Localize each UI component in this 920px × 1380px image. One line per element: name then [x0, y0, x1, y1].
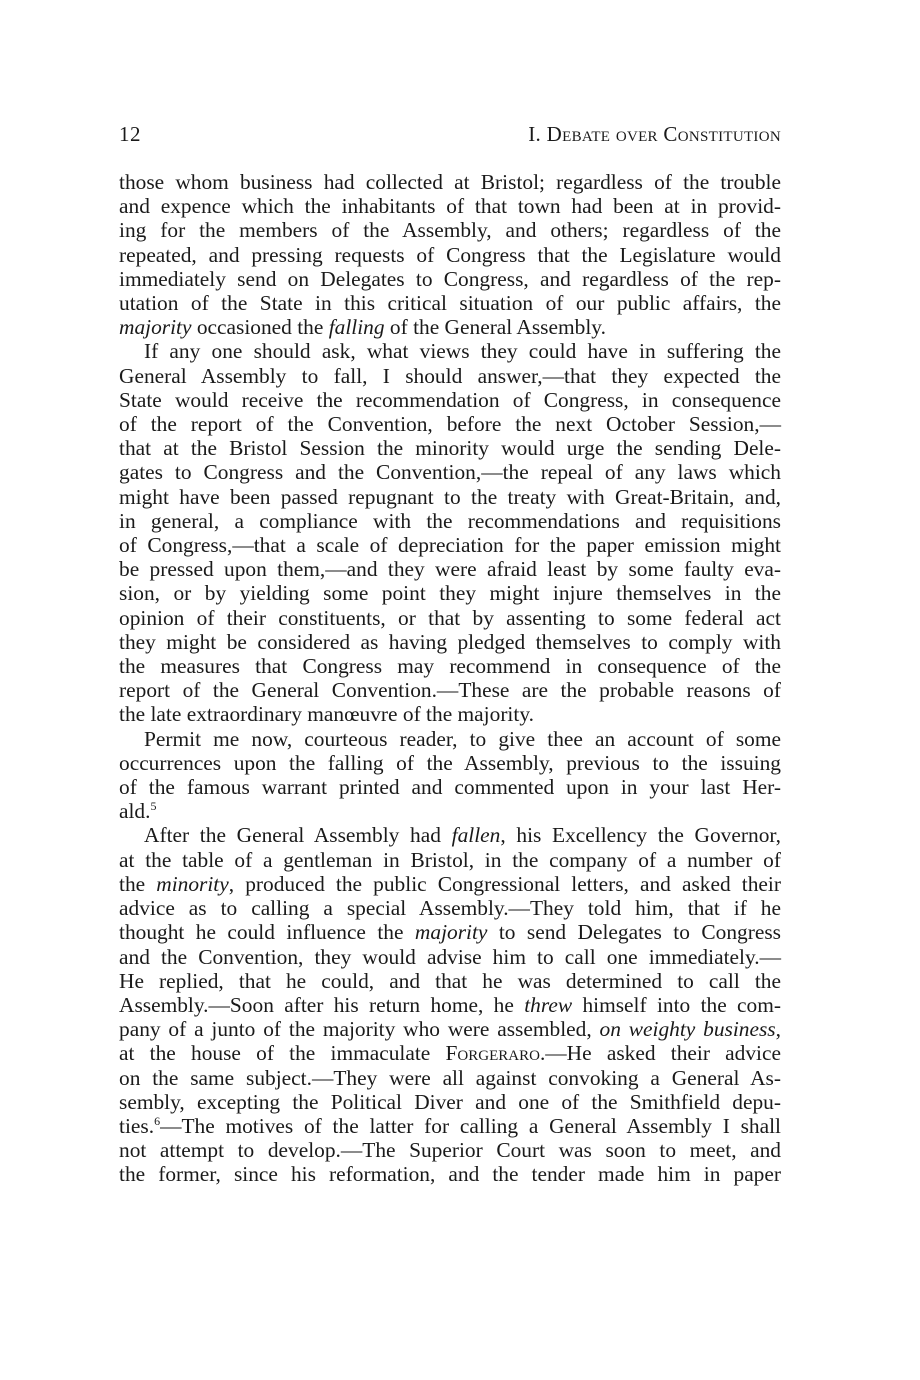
text-line	[119, 1041, 781, 1065]
text-run: pany of a junto of the majority who were assembled,	[119, 1017, 600, 1042]
text-run: Assembly.—Soon after his return home, he	[119, 992, 525, 1017]
footnote-ref: 5	[150, 799, 157, 814]
paragraph-3	[119, 727, 781, 824]
text-run: ties.	[119, 1113, 155, 1138]
text-line: that at the Bristol Session the minority would urge the sending Dele-	[119, 436, 781, 461]
text-line	[119, 1114, 781, 1138]
text-run: the	[119, 871, 157, 896]
text-line: of Congress,—that a scale of depreciation for the paper emission might	[119, 533, 781, 558]
italic-word: fallen	[451, 823, 501, 848]
text-line: Permit me now, courteous reader, to give thee an account of some	[144, 726, 781, 751]
text-line: occurrences upon the falling of the Assembly, previous to the issuing	[119, 750, 781, 775]
text-line: of the report of the Convention, before the next October Session,—	[119, 412, 781, 437]
text-line: sembly, excepting the Political Diver and one of the Smithfield depu-	[119, 1089, 781, 1114]
text-line: General Assembly to fall, I should answer,—that they expected the	[119, 363, 781, 388]
text-line	[119, 920, 781, 944]
text-line: and expence which the inhabitants of that town had been at in provid-	[119, 194, 781, 219]
text-line: the former, since his reformation, and the tender made him in paper	[119, 1162, 781, 1187]
small-caps-name: Forgeraro	[445, 1041, 540, 1066]
book-page	[119, 122, 781, 1187]
section-title: I. Debate over Constitution	[528, 122, 781, 146]
italic-word: majority	[414, 920, 488, 945]
text-run: himself into the com-	[572, 992, 781, 1017]
text-line	[119, 315, 781, 339]
text-run: , produced the public Congressional letters, and asked their	[228, 871, 781, 896]
text-line: opinion of their constituents, or that by assenting to some federal act	[119, 605, 781, 630]
text-run: at the house of the immaculate	[119, 1041, 446, 1066]
text-line: the measures that Congress may recommend in consequence of the	[119, 654, 781, 679]
italic-word: majority	[119, 315, 192, 340]
paragraph-1	[119, 170, 781, 339]
text-line: gates to Congress and the Convention,—the repeal of any laws which	[119, 460, 781, 485]
body-text	[119, 170, 781, 1187]
text-run: ,	[775, 1017, 781, 1042]
text-run: of the General Assembly.	[384, 315, 606, 340]
text-run: occasioned the	[191, 315, 329, 340]
text-line: If any one should ask, what views they could have in suffering the	[144, 339, 781, 364]
text-line	[119, 872, 781, 896]
text-run: thought he could influence the	[119, 920, 415, 945]
text-line: at the table of a gentleman in Bristol, in the company of a number of	[119, 847, 781, 872]
text-line: might have been passed repugnant to the treaty with Great-Britain, and,	[119, 484, 781, 509]
italic-word: minority	[156, 871, 229, 896]
text-line	[119, 1017, 781, 1041]
italic-word: falling	[328, 315, 385, 340]
page-number: 12	[119, 122, 141, 146]
text-line: on the same subject.—They were all against convoking a General As-	[119, 1065, 781, 1090]
text-run: ald.	[119, 799, 151, 824]
footnote-ref: 6	[154, 1113, 161, 1128]
text-line: those whom business had collected at Bristol; regardless of the trouble	[119, 170, 781, 194]
text-line: the late extraordinary manœuvre of the majority.	[119, 702, 534, 727]
text-line	[119, 823, 781, 847]
text-line	[119, 993, 781, 1017]
text-line: immediately send on Delegates to Congress, and regardless of the rep-	[119, 266, 781, 291]
text-line: He replied, that he could, and that he was determined to call the	[119, 968, 781, 993]
text-line: be pressed upon them,—and they were afraid least by some faulty eva-	[119, 557, 781, 582]
text-line: report of the General Convention.—These are the probable reasons of	[119, 678, 781, 703]
running-head	[119, 122, 781, 152]
text-line: sion, or by yielding some point they might injure themselves in the	[119, 581, 781, 606]
text-run: After the General Assembly had	[144, 823, 452, 848]
text-line: ing for the members of the Assembly, and others; regardless of the	[119, 218, 781, 243]
text-run: , his Excellency the Governor,	[500, 823, 782, 848]
text-line: State would receive the recommendation of Congress, in consequence	[119, 387, 781, 412]
text-line: advice as to calling a special Assembly.—They told him, that if he	[119, 896, 781, 921]
text-line: they might be considered as having pledged themselves to comply with	[119, 629, 781, 654]
paragraph-4	[119, 823, 781, 1186]
text-run: —The motives of the latter for calling a General Assembly I shall	[160, 1113, 781, 1138]
text-line: of the famous warrant printed and commented upon in your last Her-	[119, 775, 781, 800]
text-line: repeated, and pressing requests of Congress that the Legislature would	[119, 242, 781, 267]
text-line: utation of the State in this critical situation of our public affairs, the	[119, 291, 781, 316]
italic-phrase: on weighty business	[599, 1017, 776, 1042]
paragraph-2	[119, 339, 781, 726]
text-run: to send Delegates to Congress	[487, 920, 781, 945]
italic-word: threw	[524, 992, 573, 1017]
text-run: .—He asked their advice	[539, 1041, 781, 1066]
text-line: not attempt to develop.—The Superior Court was soon to meet, and	[119, 1138, 781, 1163]
text-line: and the Convention, they would advise him to call one immediately.—	[119, 944, 781, 969]
text-line: in general, a compliance with the recommendations and requisitions	[119, 508, 781, 533]
text-line	[119, 799, 781, 823]
